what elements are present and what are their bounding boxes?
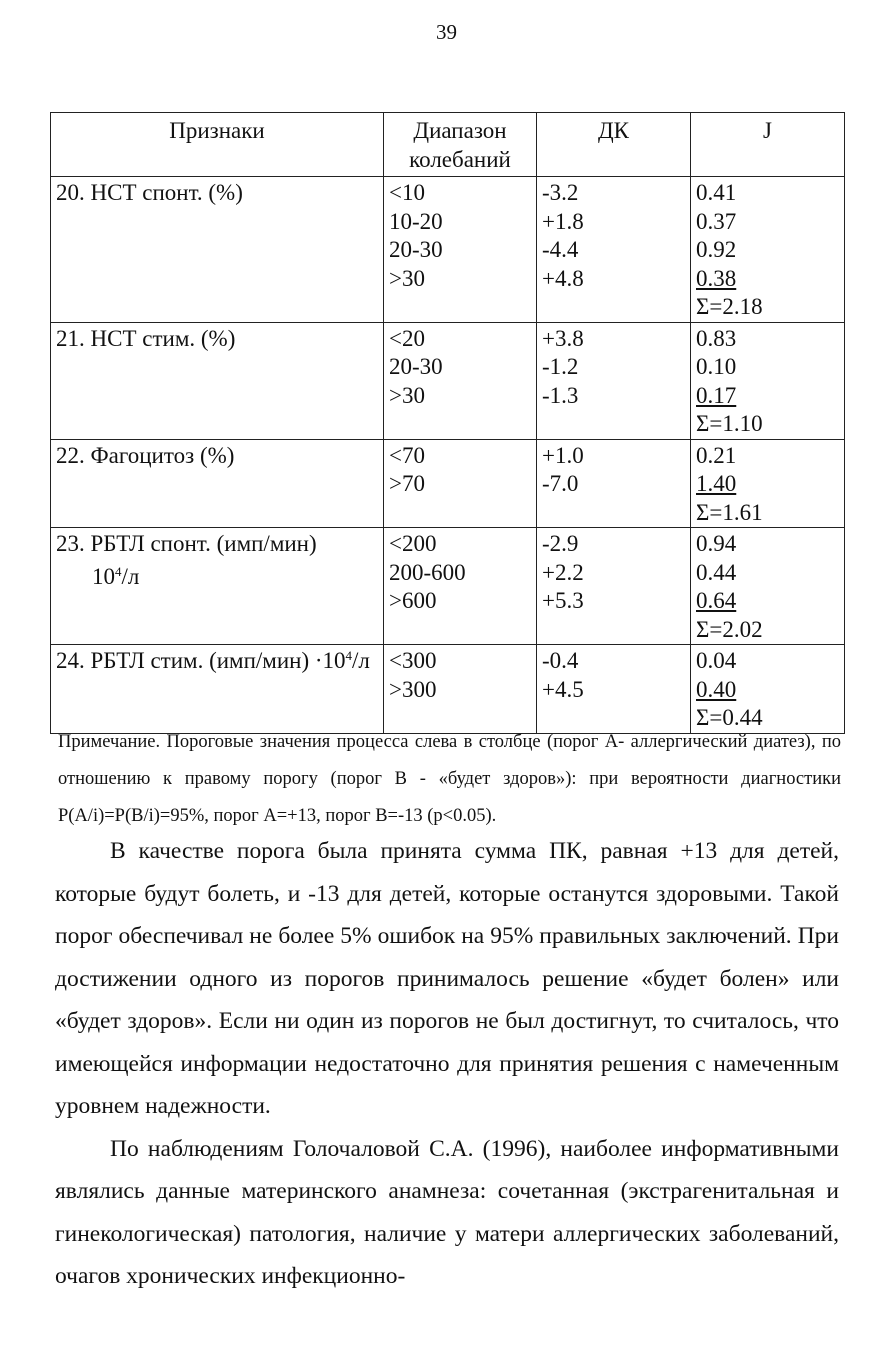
j-value-underlined: 0.64	[696, 588, 737, 613]
range-value: <20	[389, 325, 425, 351]
j-value: 0.44	[696, 559, 737, 585]
j-sum: Σ=0.44	[696, 705, 763, 730]
j-cell	[691, 322, 845, 439]
header-dk: ДК	[537, 113, 691, 177]
feature-cell	[51, 177, 384, 323]
dk-value: +4.5	[542, 676, 584, 702]
range-cell	[384, 322, 537, 439]
range-cell	[384, 439, 537, 528]
range-value: <200	[389, 531, 437, 556]
j-cell	[691, 645, 845, 734]
j-value: 0.83	[696, 325, 737, 351]
table-note	[58, 724, 841, 835]
table-row	[51, 322, 845, 439]
dk-cell	[537, 322, 691, 439]
j-sum: Σ=1.10	[696, 411, 763, 436]
dk-value: -1.3	[542, 382, 579, 408]
range-value: <10	[389, 180, 425, 205]
j-sum: Σ=2.02	[696, 616, 763, 642]
dk-value: -7.0	[542, 471, 579, 496]
range-value: >300	[389, 676, 437, 702]
dk-cell	[537, 177, 691, 323]
feature-cell	[51, 439, 384, 528]
header-features: Признаки	[51, 113, 384, 177]
range-value: <70	[389, 442, 425, 468]
feature-cell	[51, 645, 384, 734]
j-value: 0.04	[696, 648, 737, 673]
header-range	[384, 113, 537, 177]
j-value: 0.92	[696, 237, 737, 262]
note-text: Примечание. Пороговые значения процесса слева в столбце (порог А- аллергический диатез), по отношению к правому порогу (порог В - «будет здоров»): при вероятности диагностики P(A/i)=P(B/i)=95%, порог А=+13, порог В=-13 (p<0.05).	[58, 732, 841, 826]
feature-unit: $10^4/л$	[92, 563, 140, 589]
range-cell	[384, 645, 537, 734]
feature-cell	[51, 528, 384, 645]
header-j: J	[691, 113, 845, 177]
j-value: 0.94	[696, 531, 737, 556]
table-row	[51, 528, 845, 645]
dk-value: -0.4	[542, 648, 579, 673]
dk-value: +2.2	[542, 559, 584, 585]
j-cell	[691, 528, 845, 645]
header-range-line: колебаний	[409, 146, 511, 172]
dk-value: +3.8	[542, 325, 584, 351]
dk-cell	[537, 439, 691, 528]
j-cell	[691, 177, 845, 323]
j-value: 0.37	[696, 208, 737, 234]
diagnostic-table	[50, 112, 845, 734]
feature-name: 23. РБТЛ спонт. (имп/мин)	[56, 531, 317, 556]
dk-value: +5.3	[542, 588, 584, 613]
j-value-underlined: 1.40	[696, 471, 737, 496]
range-value: >70	[389, 471, 425, 496]
range-value: 10-20	[389, 208, 443, 234]
range-value: >30	[389, 382, 425, 408]
dk-value: -4.4	[542, 237, 579, 262]
range-cell	[384, 528, 537, 645]
paragraph: По наблюдениям Голочаловой С.А. (1996), наиболее информативными являлись данные материнского анамнеза: сочетанная (экстрагенитальная и гинекологическая) патология, наличие у матери аллергических заболеваний, очагов хронических инфекционно-	[55, 1135, 839, 1289]
range-value: 20-30	[389, 354, 443, 379]
range-value: >600	[389, 588, 437, 613]
j-value-underlined: 0.40	[696, 676, 737, 702]
dk-value: +1.0	[542, 442, 584, 468]
feature-name: 22. Фагоцитоз (%)	[56, 442, 235, 468]
j-sum: Σ=1.61	[696, 499, 763, 525]
feature-name: 24. РБТЛ стим. $(имп/мин) \cdot 10^4/л$	[56, 648, 370, 673]
range-value: 200-600	[389, 559, 466, 585]
header-range-line: Диапазон	[413, 118, 507, 143]
body-text	[55, 830, 839, 1298]
feature-name: 21. НСТ стим. (%)	[56, 325, 236, 351]
j-sum: Σ=2.18	[696, 294, 763, 319]
range-value: 20-30	[389, 237, 443, 262]
feature-cell	[51, 322, 384, 439]
dk-cell	[537, 528, 691, 645]
table-row	[51, 439, 845, 528]
feature-name: 20. НСТ спонт. (%)	[56, 180, 243, 205]
dk-value: -3.2	[542, 180, 579, 205]
dk-value: -2.9	[542, 531, 579, 556]
range-value: >30	[389, 265, 425, 291]
table-row	[51, 645, 845, 734]
j-value: 0.21	[696, 442, 737, 468]
dk-value: -1.2	[542, 354, 579, 379]
j-value: 0.10	[696, 354, 737, 379]
j-cell	[691, 439, 845, 528]
dk-value: +1.8	[542, 208, 584, 234]
j-value-underlined: 0.17	[696, 382, 737, 408]
table-header-row	[51, 113, 845, 177]
dk-cell	[537, 645, 691, 734]
dk-value: +4.8	[542, 265, 584, 291]
paragraph: В качестве порога была принята сумма ПК, равная +13 для детей, которые будут болеть, и -13 для детей, которые останутся здоровыми. Такой порог обеспечивал не более 5% ошибок на 95% правильных заключений. При достижении одного из порогов принималось решение «будет болен» или «будет здоров». Если ни один из порогов не был достигнут, то считалось, что имеющейся информации недостаточно для принятия решения с намеченным уровнем надежности.	[55, 838, 839, 1119]
table-row	[51, 177, 845, 323]
j-value-underlined: 0.38	[696, 265, 737, 291]
page-number: 39	[436, 20, 457, 44]
range-value: <300	[389, 648, 437, 673]
j-value: 0.41	[696, 180, 737, 205]
range-cell	[384, 177, 537, 323]
